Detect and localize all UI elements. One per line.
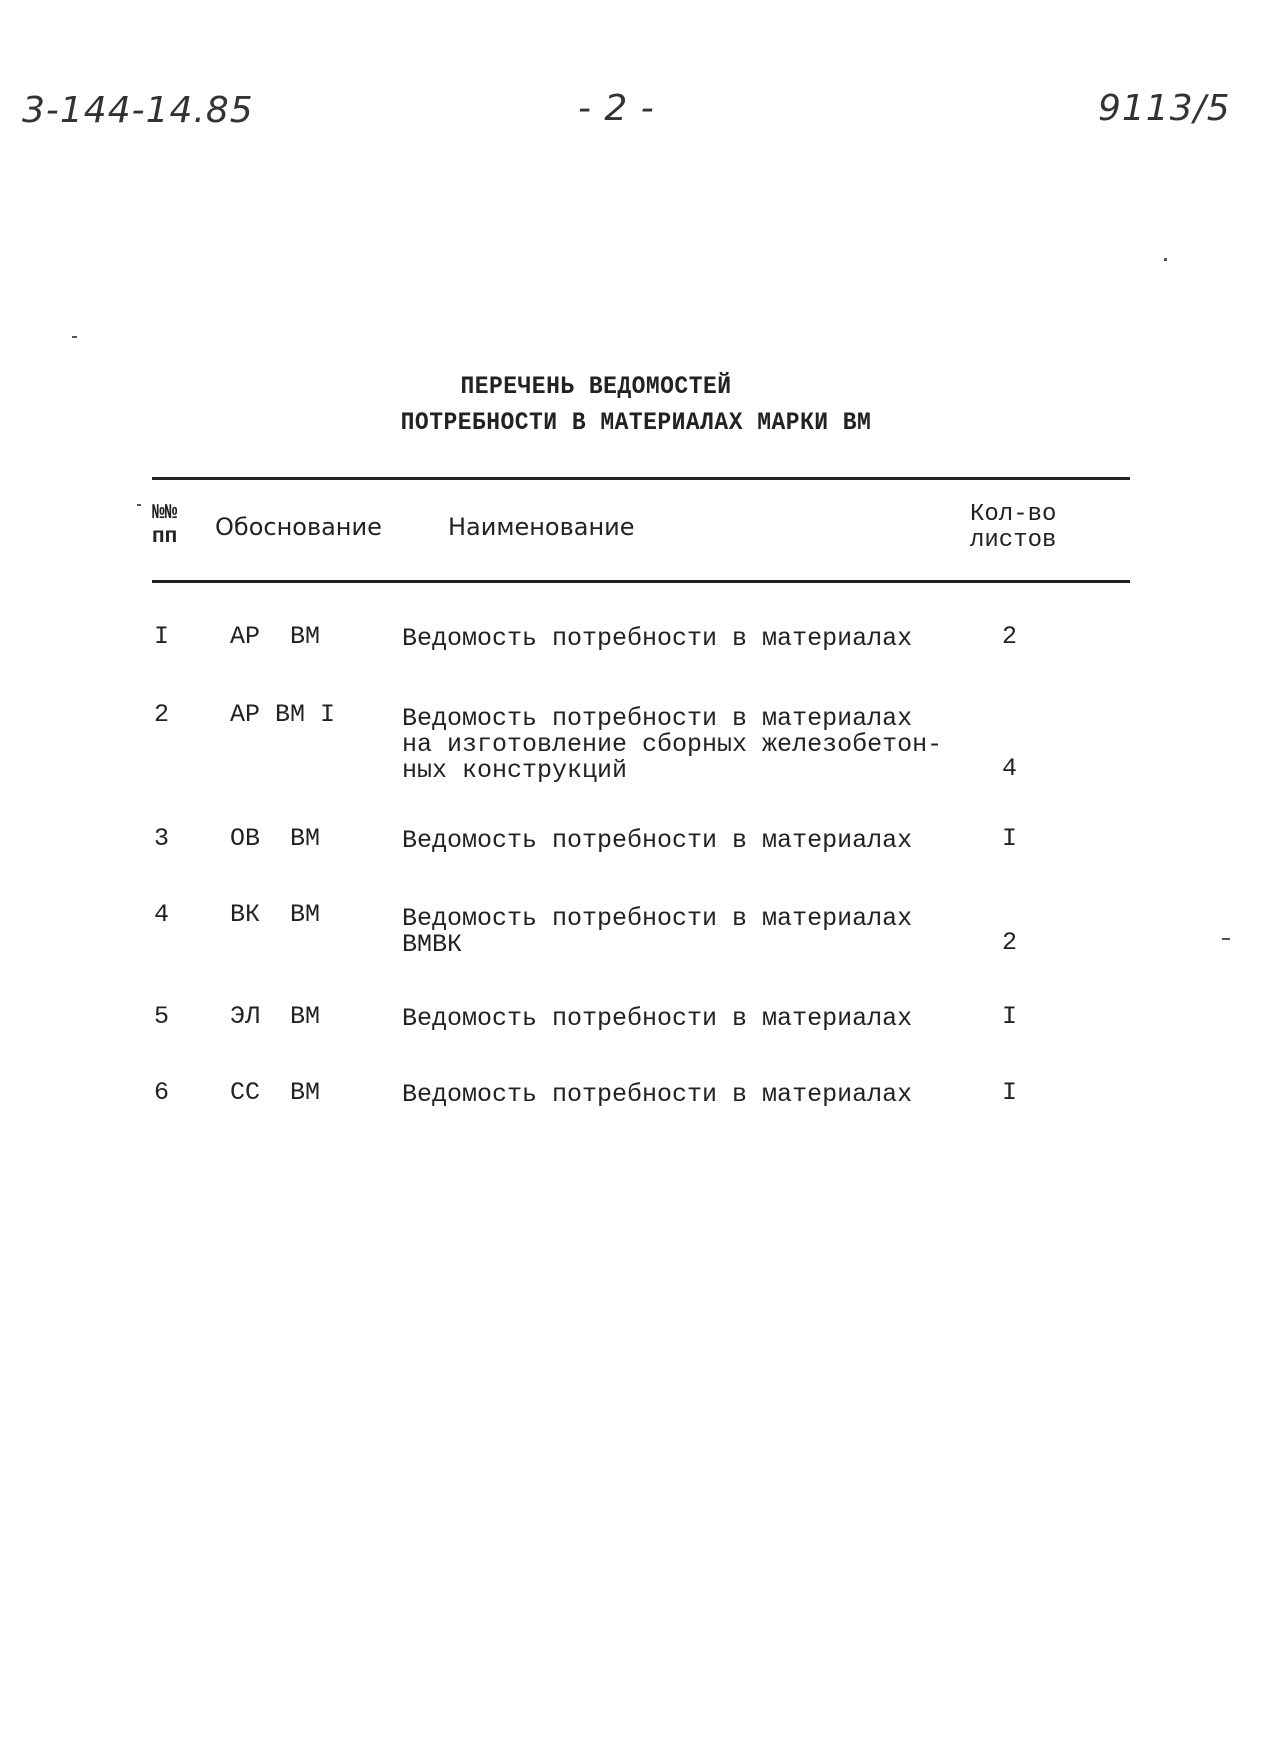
row-basis: ЭЛ ВМ: [230, 1002, 321, 1031]
table-header-rule: [152, 580, 1130, 583]
row-number: 5: [154, 1002, 170, 1031]
row-count: 4: [1002, 754, 1018, 783]
column-header-number-line1: №№: [152, 502, 178, 525]
page-number: - 2 -: [578, 88, 655, 129]
row-count: I: [1002, 1078, 1018, 1107]
column-header-count: [970, 502, 1056, 554]
row-count: I: [1002, 1002, 1018, 1031]
row-basis: АР ВМ I: [230, 700, 336, 729]
row-number: 2: [154, 700, 170, 729]
column-header-count-line1: Кол-во: [970, 501, 1057, 528]
row-name: Ведомость потребности в материалах на изготовление сборных железобетон- ных конструкций: [402, 704, 943, 785]
column-header-basis: Обоснование: [215, 513, 382, 541]
row-number: 4: [154, 900, 170, 929]
row-name: Ведомость потребности в материалах: [402, 826, 913, 855]
sheet-code: 9113/5: [1098, 88, 1231, 129]
document-code: 3-144-14.85: [22, 90, 254, 131]
row-basis: СС ВМ: [230, 1078, 321, 1107]
column-header-number: [152, 502, 177, 550]
column-header-name: Наименование: [448, 513, 635, 541]
row-count: 2: [1002, 928, 1018, 957]
table-top-rule: [152, 477, 1130, 480]
row-count: I: [1002, 824, 1018, 853]
row-count: 2: [1002, 622, 1018, 651]
row-name: Ведомость потребности в материалах: [402, 1004, 913, 1033]
column-header-number-line2: пп: [152, 526, 178, 549]
scan-speck: [1222, 938, 1230, 940]
row-basis: ОВ ВМ: [230, 824, 321, 853]
document-title-line2: ПОТРЕБНОСТИ В МАТЕРИАЛАХ МАРКИ ВМ: [400, 408, 872, 437]
row-number: I: [154, 622, 170, 651]
row-name: Ведомость потребности в материалах ВМВК: [402, 904, 913, 959]
document-title-line1: ПЕРЕЧЕНЬ ВЕДОМОСТЕЙ: [460, 372, 732, 401]
row-basis: АР ВМ: [230, 622, 321, 651]
scan-speck: [72, 336, 77, 338]
column-header-count-line2: листов: [970, 527, 1057, 554]
row-number: 3: [154, 824, 170, 853]
scan-speck: [1164, 258, 1167, 261]
scan-speck: [137, 504, 141, 506]
row-basis: ВК ВМ: [230, 900, 321, 929]
row-name: Ведомость потребности в материалах: [402, 1080, 913, 1109]
row-number: 6: [154, 1078, 170, 1107]
row-name: Ведомость потребности в материалах: [402, 624, 913, 653]
